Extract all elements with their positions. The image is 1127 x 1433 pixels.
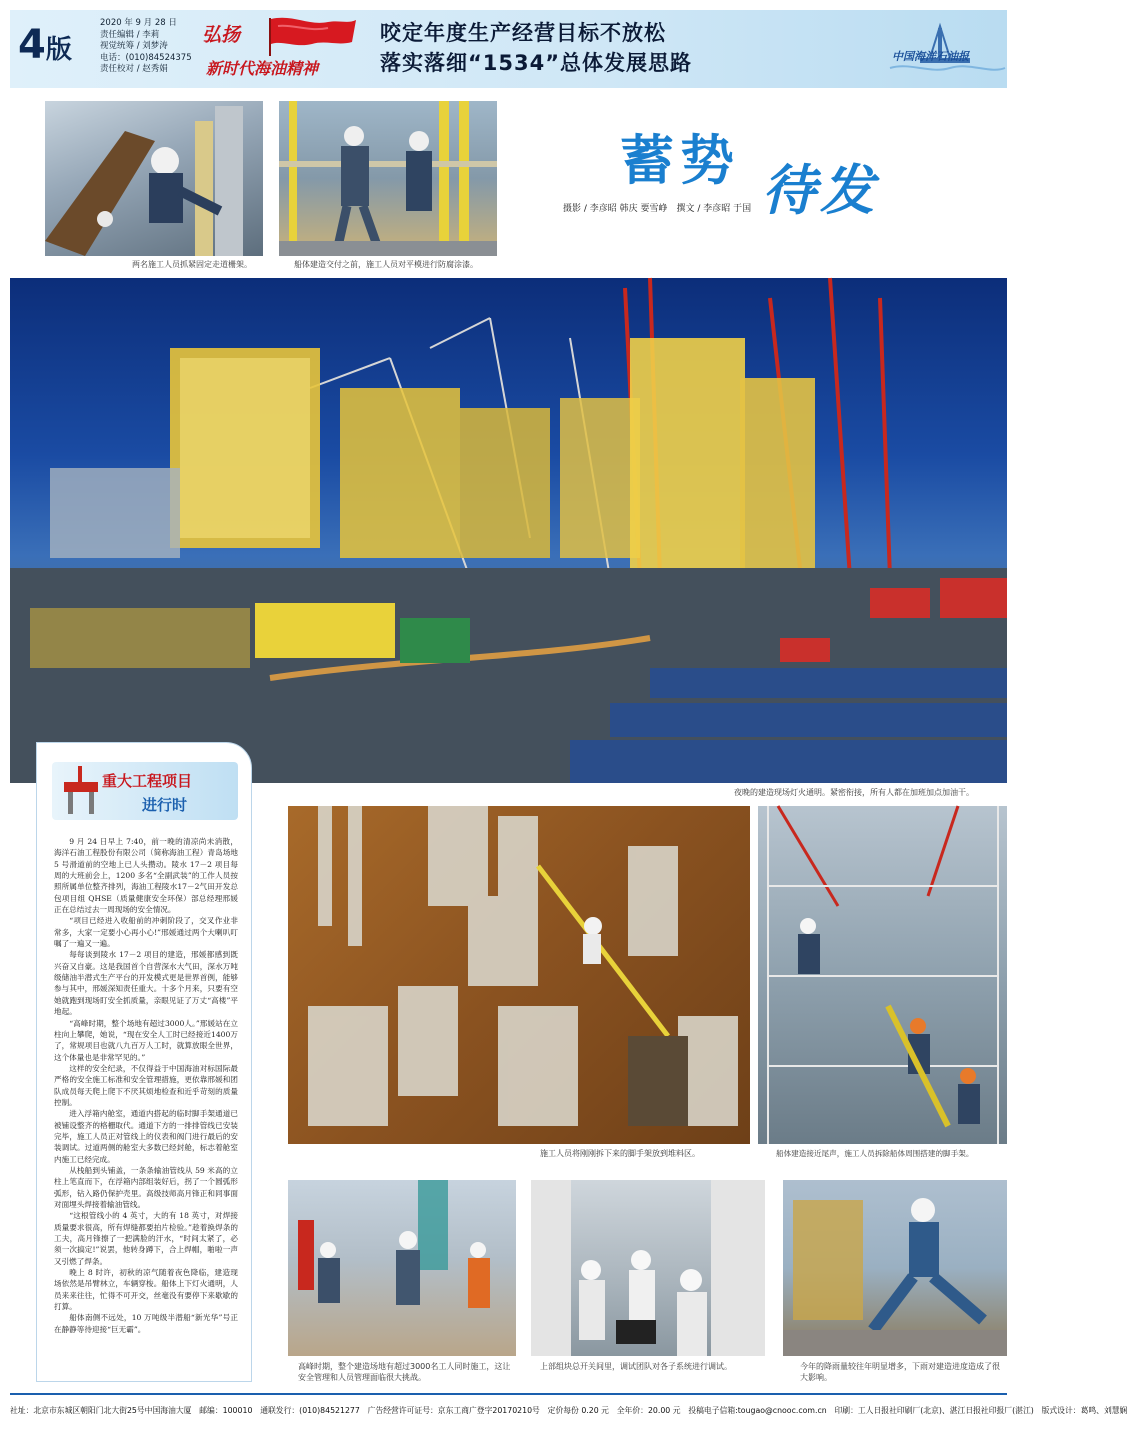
newspaper-logo xyxy=(890,18,1005,83)
masthead-meta xyxy=(100,18,192,76)
platform-icon xyxy=(56,762,106,820)
page-header xyxy=(10,10,1007,88)
photo-worker-leap xyxy=(783,1180,1007,1356)
slogan-line-1: 弘扬 xyxy=(202,24,241,46)
caption-top-left: 两名施工人员抓紧固定走道栅架。 xyxy=(132,260,252,269)
proof-credit: 责任校对 / 赵秀娟 xyxy=(100,64,168,74)
column-badge-line-2: 进行时 xyxy=(142,796,188,814)
article-paragraph: 进入浮箱内舱室，通道内搭起的临时脚手架通道已被铺设整齐的格栅取代。通道下方的一排排管线已安装完毕，施工人员正对管线上的仪表和阀门进行最后的安装调试。过道两侧的舱室大多数已经封舱，标志着舱室内施工已经完成。 xyxy=(54,1109,238,1164)
column-badge xyxy=(52,762,238,820)
caption-worker-leap: 今年的降雨量较往年明显增多，下雨对建造进度造成了很大影响。 xyxy=(800,1362,1000,1382)
article-paragraph: “这根管线小的 4 英寸，大的有 18 英寸，对焊接质量要求很高，所有焊缝都要拍片检验。”趁着换焊条的工夫，高月锋擦了一把满脸的汗水，“时间太紧了，必须一次搞定!”说罢，他转身蹲下，合上焊帽，啪啦一声又引燃了焊条。 xyxy=(54,1211,238,1266)
footer-divider xyxy=(10,1393,1007,1395)
caption-scaffold-dismantle: 船体建造接近尾声，施工人员拆除船体周围搭建的脚手架。 xyxy=(776,1149,974,1158)
headline-line-1: 咬定年度生产经营目标不放松 xyxy=(380,21,666,45)
feature-credits: 摄影 / 李彦昭 韩庆 要雪峥 撰文 / 李彦昭 于国 xyxy=(563,204,752,214)
column-badge-line-1: 重大工程项目 xyxy=(102,772,193,790)
page-number-unit: 版 xyxy=(45,35,72,65)
editor-credit: 责任编辑 / 李莉 xyxy=(100,29,160,40)
visual-credit: 视觉统筹 / 刘梦涛 xyxy=(100,41,168,51)
headline-line-2: 落实落细“1534”总体发展思路 xyxy=(380,51,693,75)
photo-scaffold-dismantle xyxy=(758,806,1007,1144)
photo-workers-walking xyxy=(288,1180,516,1356)
feature-title-part-2: 待发 xyxy=(762,158,878,222)
caption-scaffold-yard: 施工人员将刚刚拆下来的脚手架放到堆料区。 xyxy=(540,1149,700,1158)
article-body xyxy=(54,836,238,1335)
article-paragraph: 从栈船到头铺盖，一条条输油管线从 59 米高的立柱上笔直而下，在浮箱内部组装好后，拐了一个圆弧形弧形，钻入路仍保护壳里。高级技师高月锋正和同事面对面埋头焊接着输油管线。 xyxy=(54,1165,238,1209)
article-paragraph: 9 月 24 日早上 7:40，前一晚的清凉尚未消散，海洋石油工程股份有限公司（简称海油工程）青岛场地 5 号滑道前的空地上已人头攒动。陵水 17－2 项目每周的大班前会上，1200 多名“全副武装”的工作人员按照所属单位整齐排列，海油工程陵水17－2气田开发总包项目组 QHSE（质量健康安全环保）部总经理邢媛正在总结过去一周现场的安全情况。 xyxy=(54,837,238,915)
article-paragraph: “项目已经进入收船前的冲刺阶段了，交叉作业非常多，大家一定要小心再小心!”邢媛通过两个大喇叭叮嘱了一遍又一遍。 xyxy=(54,916,238,949)
article-paragraph: 晚上 8 时许，初秋的凉气随着夜色降临，建造现场依然是吊臂林立，车辆穿梭。船体上下灯火通明，人员来来往往，忙得不可开交，丝毫没有要停下来歇歇的打算。 xyxy=(54,1268,238,1312)
article-paragraph: “高峰时期，整个场地有超过3000人。”邢媛站在立柱向上攀爬，她说，“现在安全人工时已经接近1400万了，常规项目也就八九百万人工时，就算放眼全世界，这个体量也是非常罕见的。” xyxy=(54,1018,238,1062)
photo-walkway-workers xyxy=(45,101,263,256)
caption-control-room: 上部组块总开关间里，调试团队对各子系统进行调试。 xyxy=(540,1362,732,1371)
article-paragraph: 船体南侧不远处，10 万吨级半潜船“新光华”号正在静静等待迎接“巨无霸”。 xyxy=(54,1313,238,1334)
phone-number: 电话：(010)84524375 xyxy=(100,52,192,63)
logo-text: 中国海洋石油报 xyxy=(892,50,969,63)
photo-scaffold-yard xyxy=(288,806,750,1144)
photo-control-room xyxy=(531,1180,765,1356)
caption-top-right: 船体建造交付之前，施工人员对平模进行防腐涂漆。 xyxy=(294,260,478,269)
issue-date: 2020 年 9 月 28 日 xyxy=(100,18,177,28)
caption-workers-walking: 高峰时期，整个建造场地有超过3000名工人同时施工，这让安全管理和人员管理面临很大挑战。 xyxy=(298,1362,511,1382)
caption-main-photo: 夜晚的建造现场灯火通明。紧密衔接，所有人都在加班加点加油干。 xyxy=(734,788,974,797)
page-number-value: 4 xyxy=(18,22,46,68)
photo-painting-workers xyxy=(279,101,497,256)
article-paragraph: 每每谈到陵水 17－2 项目的建造，邢媛都感到既兴奋又自豪。这是我国首个自营深水大气田，深水万吨级储油半潜式生产平台的开发模式更是世界首例，能够参与其中，邢媛深知责任重大。十多个月来，只要有空她就跑到现场盯安全抓质量，亲眼见证了万丈“高楼”平地起。 xyxy=(54,950,238,1017)
feature-title-part-1: 蓄势 xyxy=(620,128,740,192)
article-paragraph: 这样的安全纪录，不仅得益于中国海油对标国际最严格的安全施工标准和安全管理措施，更依靠邢媛和团队成员每天爬上爬下不厌其烦地检查和近乎苛刻的质量控制。 xyxy=(54,1063,238,1107)
slogan-line-2: 新时代海油精神 xyxy=(206,59,319,78)
footer-imprint: 社址：北京市东城区朝阳门北大街25号中国海油大厦 邮编：100010 通联发行：(010)84521277 广告经营许可证号：京东工商广登字20170210号 定价每份 0.20 元 全年价：20.00 元 投稿电子信箱:tougao@cnooc.com.cn 印刷：工人日报社印刷厂(北京)、湛江日报社印报厂(湛江) 版式设计：葛鸣、刘慧娴 xyxy=(10,1406,1127,1415)
headline xyxy=(380,18,692,78)
page-number xyxy=(18,22,72,68)
red-flag-icon xyxy=(268,16,358,60)
photo-night-construction-site xyxy=(10,278,1007,783)
